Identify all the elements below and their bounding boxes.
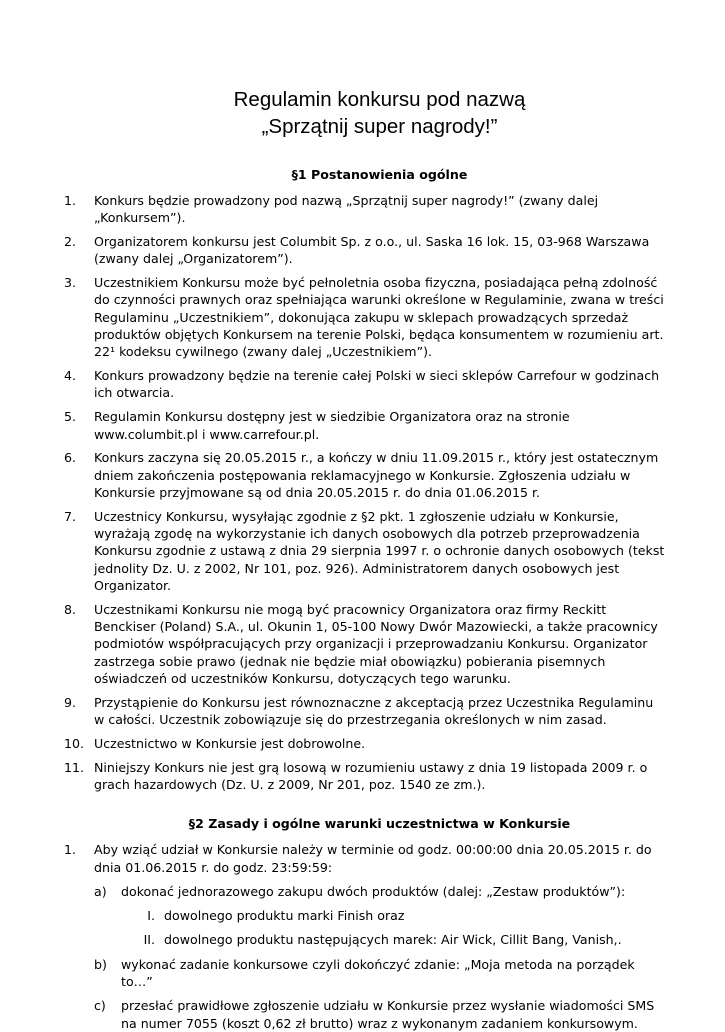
title-line-1: Regulamin konkursu pod nazwą [233, 88, 526, 111]
item-text: Konkurs będzie prowadzony pod nazwą „Sprzątnij super nagrody!” (zwany dalej „Konkursem”). [94, 193, 599, 226]
item-number: 2. [64, 234, 77, 250]
list-item [64, 759, 667, 794]
section-2-list [64, 841, 667, 1032]
sub-item-a [94, 883, 667, 949]
item-number: 7. [64, 508, 77, 524]
title-line-2: „Sprzątnij super nagrody!” [261, 115, 498, 138]
sub-item-b [94, 956, 667, 991]
list-item [64, 694, 667, 729]
item-text: Uczestnikiem Konkursu może być pełnoletnia osoba fizyczna, posiadająca pełną zdolność do czynności prawnych oraz spełniająca warunki określone w Regulaminie, zwana w treści Regulaminu „Uczestnikiem”, dokonująca zakupu w sklepach prowadzących sprzedaż produktów objętych Konkursem na terenie Polski, będąca konsumentem w rozumieniu art. 22¹ kodeksu cywilnego (zwany dalej „Uczestnikiem”). [94, 275, 664, 360]
item-text: Konkurs zaczyna się 20.05.2015 r., a kończy w dniu 11.09.2015 r., który jest ostatecznym dniem zakończenia postępowania reklamacyjnego w Konkursie. Zgłoszenia udziału w Konkursie przyjmowane są od dnia 20.05.2015 r. do dnia 01.06.2015 r. [94, 450, 659, 500]
list-item [64, 735, 667, 752]
sub-list [94, 883, 667, 1032]
list-item [64, 408, 667, 443]
sub-item-letter: c) [94, 998, 106, 1014]
roman-item [121, 931, 667, 948]
item-number: 10. [64, 735, 85, 751]
item-body [94, 841, 667, 1032]
roman-item [121, 907, 667, 924]
sub-item-text: przesłać prawidłowe zgłoszenie udziału w Konkursie przez wysłanie wiadomości SMS na numer 7055 (koszt 0,62 zł brutto) wraz z wykonanym zadaniem konkursowym. [121, 998, 655, 1031]
item-text: Organizatorem konkursu jest Columbit Sp. z o.o., ul. Saska 16 lok. 15, 03-968 Warszawa (zwany dalej „Organizatorem”). [94, 234, 650, 267]
item-text: Uczestnictwo w Konkursie jest dobrowolne. [94, 735, 366, 751]
item-number: 8. [64, 601, 77, 617]
item-text: Aby wziąć udział w Konkursie należy w terminie od godz. 00:00:00 dnia 20.05.2015 r. do dnia 01.06.2015 r. do godz. 23:59:59: [94, 842, 652, 875]
item-number: 4. [64, 368, 77, 384]
item-text: Konkurs prowadzony będzie na terenie całej Polski w sieci sklepów Carrefour w godzinach ich otwarcia. [94, 368, 660, 401]
sub-item-letter: b) [94, 956, 107, 972]
item-text: Uczestnicy Konkursu, wysyłając zgodnie z §2 pkt. 1 zgłoszenie udziału w Konkursie, wyrażają zgodę na wykorzystanie ich danych osobowych dla potrzeb przeprowadzenia Konkursu zgodnie z ustawą z dnia 29 sierpnia 1997 r. o ochronie danych osobowych (tekst jednolity Dz. U. z 2002, Nr 101, poz. 926). Administratorem danych osobowych jest Organizator. [94, 508, 665, 593]
list-item [64, 449, 667, 501]
item-number: 5. [64, 409, 77, 425]
item-number: 3. [64, 275, 77, 291]
sub-item-body [121, 883, 667, 949]
item-text: Regulamin Konkursu dostępny jest w siedzibie Organizatora oraz na stronie www.columbit.pl i www.carrefour.pl. [94, 409, 570, 442]
section-1-heading: §1 Postanowienia ogólne [291, 167, 468, 182]
sub-item-c [94, 997, 667, 1032]
list-item [64, 601, 667, 687]
item-number: 1. [64, 193, 77, 208]
list-item [64, 274, 667, 360]
item-number: 9. [64, 694, 77, 710]
roman-number: II. [143, 932, 155, 948]
roman-number: I. [147, 908, 155, 924]
document-title [64, 86, 667, 140]
section-2-heading: §2 Zasady i ogólne warunki uczestnictwa w Konkursie [188, 816, 571, 832]
list-item [64, 367, 667, 402]
item-text: Niniejszy Konkurs nie jest grą losową w rozumieniu ustawy z dnia 19 listopada 2009 r. o grach hazardowych (Dz. U. z 2009, Nr 201, poz. 1540 ze zm.). [94, 759, 648, 792]
sub-item-text: wykonać zadanie konkursowe czyli dokończyć zdanie: „Moja metoda na porządek to…” [121, 956, 635, 989]
roman-text: dowolnego produktu następujących marek: Air Wick, Cillit Bang, Vanish,. [164, 932, 622, 948]
list-item [64, 192, 667, 227]
roman-text: dowolnego produktu marki Finish oraz [164, 908, 405, 924]
item-number: 6. [64, 450, 77, 466]
sub-item-letter: a) [94, 883, 107, 899]
item-text: Uczestnikami Konkursu nie mogą być pracownicy Organizatora oraz firmy Reckitt Benckiser (Poland) S.A., ul. Okunin 1, 05-100 Nowy Dwór Mazowiecki, a także pracownicy podmiotów współpracujących przy organizacji i przeprowadzaniu Konkursu. Organizator zastrzega sobie prawo (jednak nie będzie miał obowiązku) pobierania pisemnych oświadczeń od uczestników Konkursu, dotyczących tego warunku. [94, 601, 658, 686]
item-number: 11. [64, 759, 85, 775]
item-text: Przystąpienie do Konkursu jest równoznaczne z akceptacją przez Uczestnika Regulaminu w całości. Uczestnik zobowiązuje się do przestrzegania określonych w nim zasad. [94, 694, 654, 728]
item-number: 1. [64, 842, 77, 858]
list-item [64, 508, 667, 594]
list-item [64, 841, 667, 1032]
sub-item-text: dokonać jednorazowego zakupu dwóch produktów (dalej: „Zestaw produktów”): [121, 883, 626, 899]
list-item [64, 233, 667, 268]
section-1-list [64, 192, 667, 793]
